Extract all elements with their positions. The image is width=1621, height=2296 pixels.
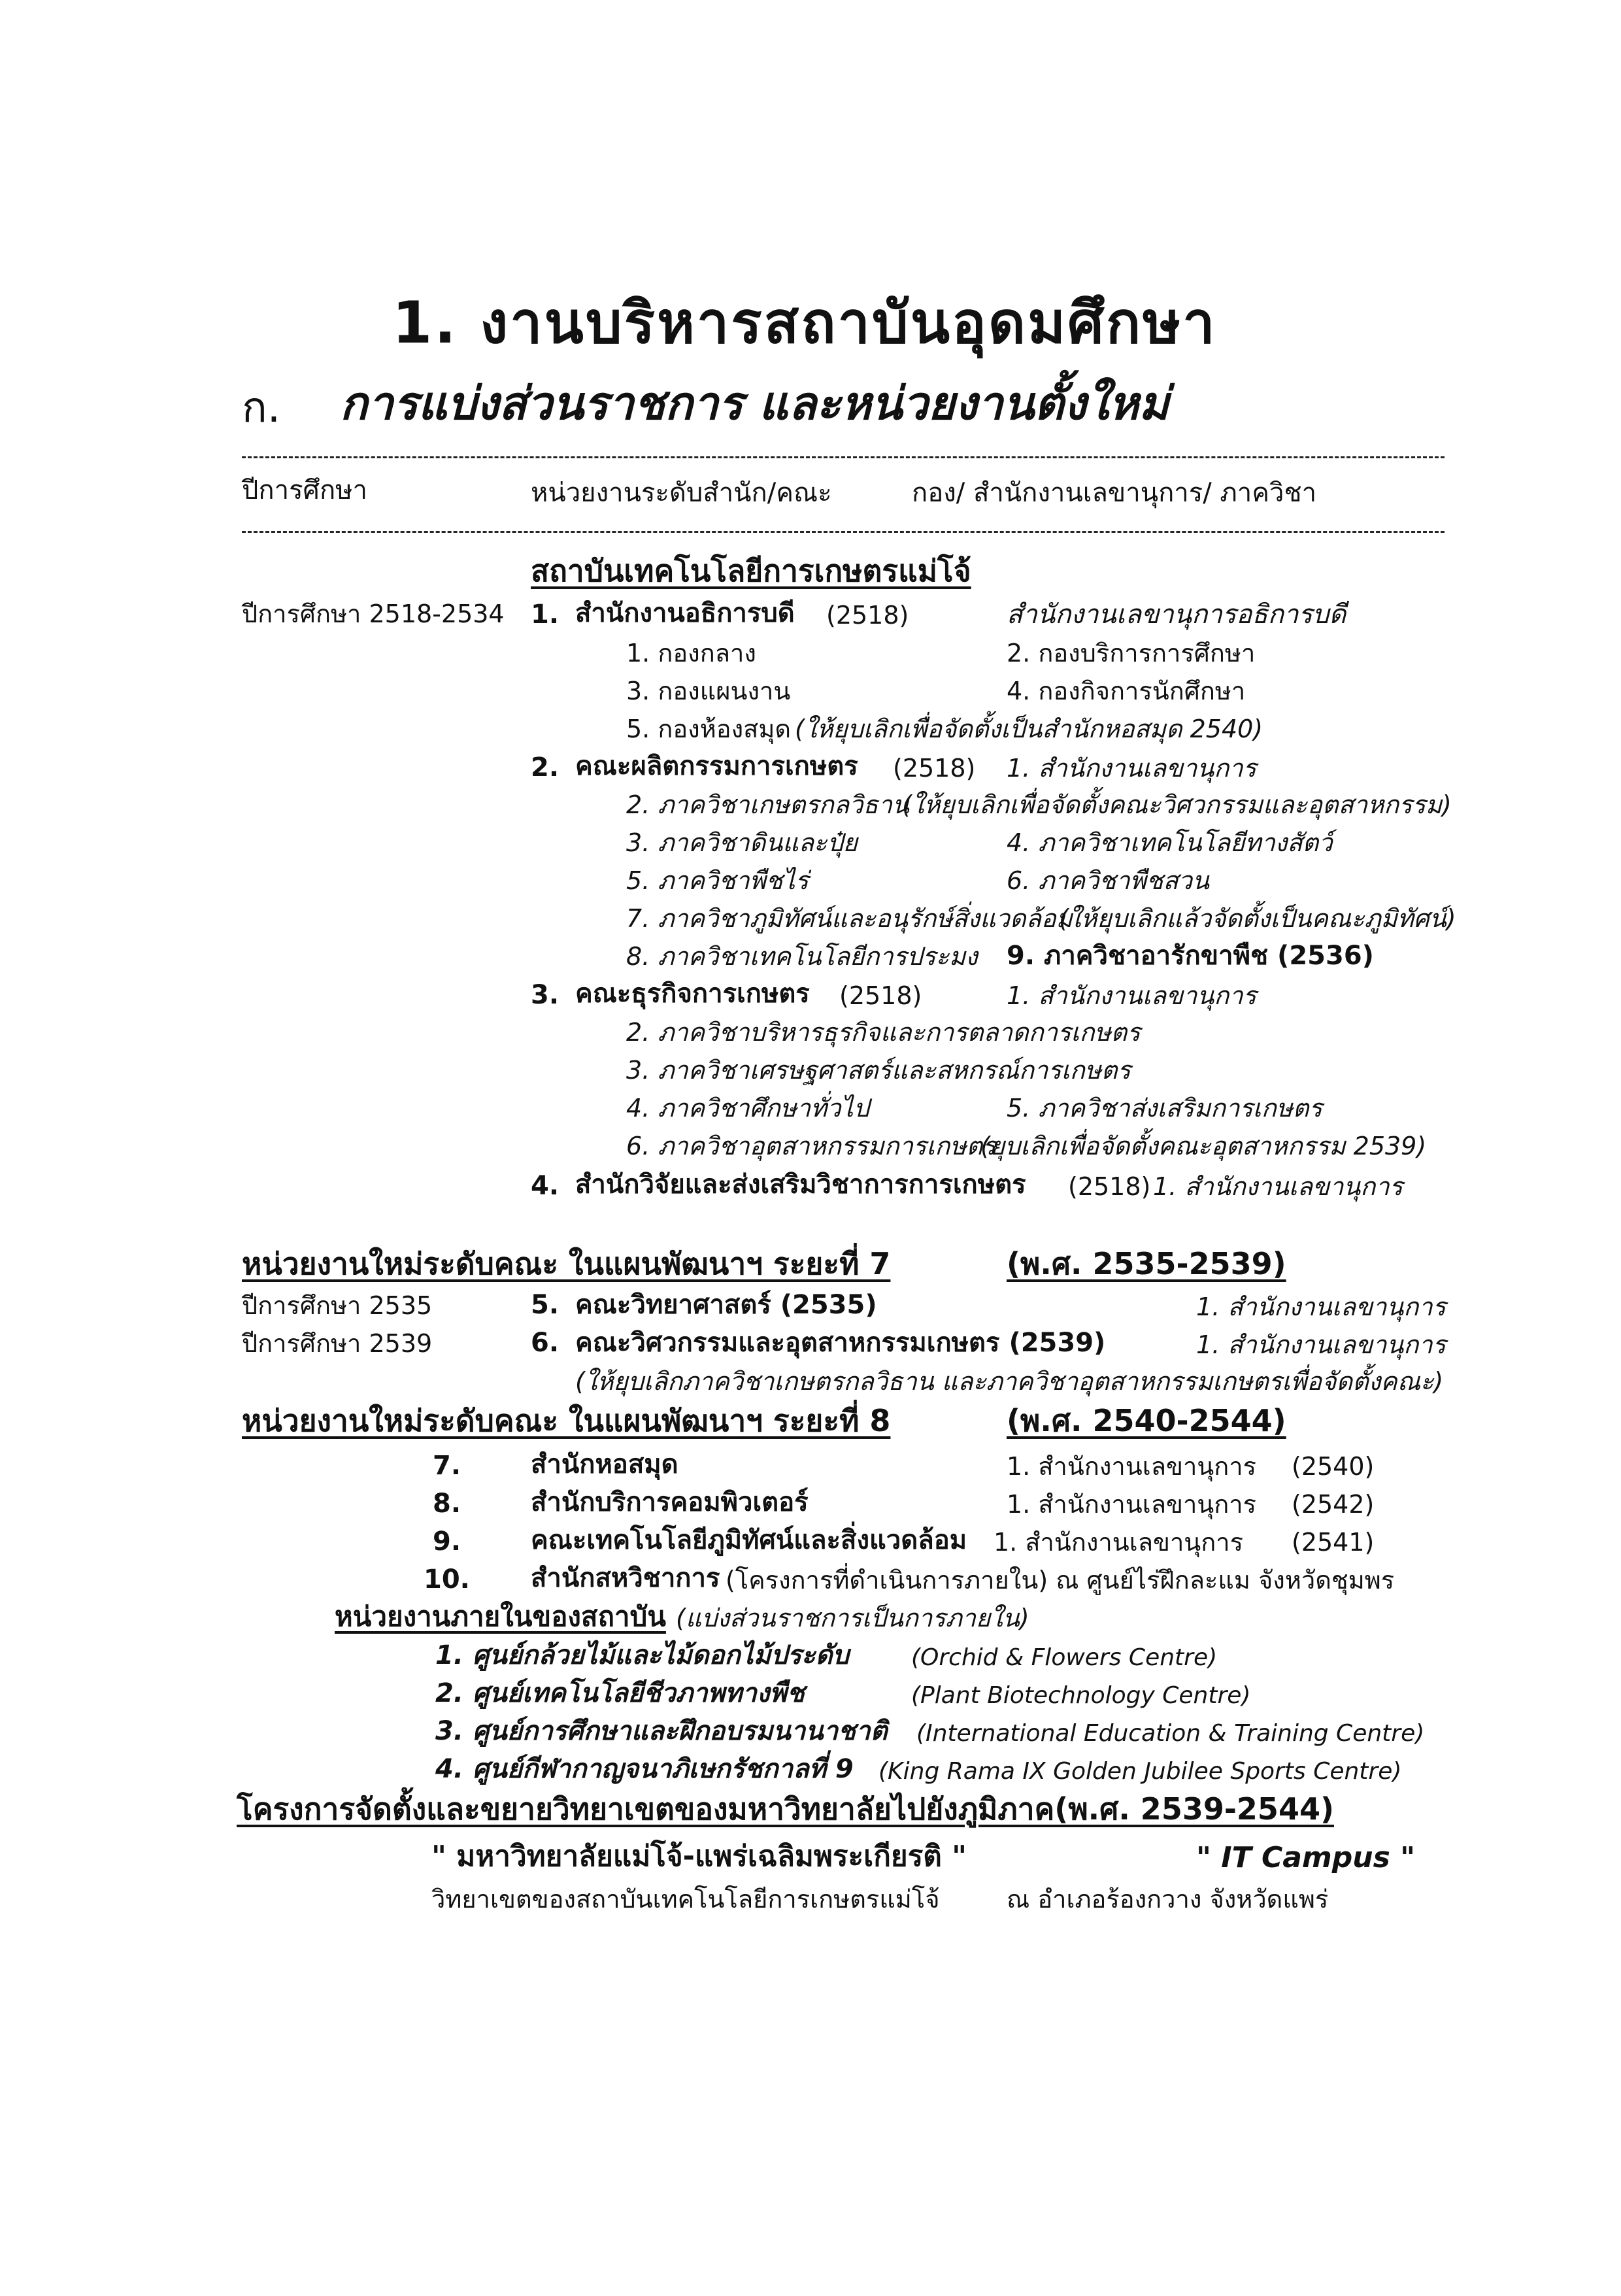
plan8-row-year: (2541) [1292, 1528, 1375, 1557]
plan8-row-year: (2540) [1292, 1452, 1375, 1481]
internal-heading-note: (แบ่งส่วนราชการเป็นการภายใน) [676, 1604, 1029, 1632]
plan8-row-office: 1. สำนักงานเลขานุการ [1007, 1452, 1257, 1481]
plan8-row-name: สำนักสหวิชาการ [531, 1563, 720, 1593]
unit2-department-note: (ให้ยุบเลิกแล้วจัดตั้งเป็นคณะภูมิทัศน์) [1059, 904, 1456, 933]
internal-heading: หน่วยงานภายในของสถาบัน [335, 1600, 666, 1632]
unit4-office: 1. สำนักงานเลขานุการ [1153, 1172, 1403, 1201]
plan8-row-number: 7. [433, 1451, 461, 1481]
unit1-name: สำนักงานอธิการบดี [575, 598, 795, 628]
unit2-department: 4. ภาควิชาเทคโนโลยีทางสัตว์ [1007, 828, 1333, 857]
plan8-row-note: (โครงการที่ดำเนินการภายใน) ณ ศูนย์ไร่ฝึกละแม จังหวัดชุมพร [726, 1566, 1395, 1595]
plan7-row-office: 1. สำนักงานเลขานุการ [1196, 1330, 1446, 1359]
divider-bottom [242, 531, 1445, 533]
unit1-year: (2518) [826, 601, 909, 630]
unit3-office: 1. สำนักงานเลขานุการ [1007, 981, 1257, 1010]
unit3-department: 2. ภาควิชาบริหารธุรกิจและการตลาดการเกษตร [626, 1018, 1141, 1047]
unit2-department: 5. ภาควิชาพืชไร่ [626, 866, 809, 895]
unit2-department: 3. ภาควิชาดินและปุ๋ย [626, 828, 858, 857]
plan7-row-office: 1. สำนักงานเลขานุการ [1196, 1292, 1446, 1321]
unit2-name: คณะผลิตกรรมการเกษตร [575, 751, 858, 781]
plan7-row-note: (ให้ยุบเลิกภาควิชาเกษตรกลวิธาน และภาควิชาอุตสาหกรรมเกษตรเพื่อจัดตั้งคณะ) [575, 1367, 1444, 1396]
page-title: 1. งานบริหารสถาบันอุดมศึกษา [392, 289, 1217, 356]
unit3-name: คณะธุรกิจการเกษตร [575, 979, 810, 1009]
plan8-heading: หน่วยงานใหม่ระดับคณะ ในแผนพัฒนาฯ ระยะที่ 8 [242, 1403, 891, 1438]
unit1-division: 2. กองบริการการศึกษา [1007, 639, 1256, 667]
internal-centre-name: 3. ศูนย์การศึกษาและฝึกอบรมนานาชาติ [435, 1716, 888, 1746]
unit3-year: (2518) [839, 981, 922, 1010]
unit1-division: 3. กองแผนงาน [626, 677, 791, 705]
unit3-department: 5. ภาควิชาส่งเสริมการเกษตร [1007, 1094, 1322, 1123]
unit4-number: 4. [531, 1171, 560, 1201]
unit1-division: 4. กองกิจการนักศึกษา [1007, 677, 1246, 705]
unit2-department: 6. ภาควิชาพืชสวน [1007, 866, 1209, 895]
unit3-department-note: (ยุบเลิกเพื่อจัดตั้งคณะอุตสาหกรรม 2539) [980, 1132, 1427, 1160]
unit2-department: 9. ภาควิชาอารักขาพืช (2536) [1007, 941, 1374, 971]
plan8-period: (พ.ศ. 2540-2544) [1007, 1403, 1286, 1438]
unit2-department: 2. ภาควิชาเกษตรกลวิธาน [626, 790, 909, 819]
plan8-row-number: 8. [433, 1489, 461, 1519]
plan8-row-office: 1. สำนักงานเลขานุการ [994, 1528, 1244, 1557]
internal-centre-english: (King Rama IX Golden Jubilee Sports Centre) [878, 1758, 1402, 1785]
plan8-row-name: สำนักบริการคอมพิวเตอร์ [531, 1487, 809, 1517]
unit1-division-note: (ให้ยุบเลิกเพื่อจัดตั้งเป็นสำนักหอสมุด 2540) [795, 715, 1263, 743]
unit4-name: สำนักวิจัยและส่งเสริมวิชาการการเกษตร [575, 1170, 1026, 1200]
plan7-row-year: ปีการศึกษา 2539 [242, 1329, 433, 1358]
institute-name: สถาบันเทคโนโลยีการเกษตรแม่โจ้ [531, 553, 971, 588]
internal-centre-name: 1. ศูนย์กล้วยไม้และไม้ดอกไม้ประดับ [435, 1640, 849, 1670]
plan7-row-year: ปีการศึกษา 2535 [242, 1291, 433, 1320]
campus-name: " มหาวิทยาลัยแม่โจ้-แพร่เฉลิมพระเกียรติ " [431, 1840, 967, 1873]
unit3-department: 3. ภาควิชาเศรษฐศาสตร์และสหกรณ์การเกษตร [626, 1056, 1131, 1085]
plan7-row-name: คณะวิศวกรรมและอุตสาหกรรมเกษตร (2539) [575, 1328, 1106, 1358]
internal-centre-name: 4. ศูนย์กีฬากาญจนาภิเษกรัชกาลที่ 9 [435, 1754, 854, 1784]
unit1-division: 5. กองห้องสมุด [626, 715, 792, 743]
divider-top [242, 456, 1445, 458]
internal-centre-name: 2. ศูนย์เทคโนโลยีชีวภาพทางพืช [435, 1678, 805, 1708]
plan7-period: (พ.ศ. 2535-2539) [1007, 1246, 1286, 1281]
year-range: ปีการศึกษา 2518-2534 [242, 599, 505, 628]
plan8-row-year: (2542) [1292, 1490, 1375, 1519]
plan7-row-number: 5. [531, 1290, 560, 1320]
unit1-office: สำนักงานเลขานุการอธิการบดี [1007, 599, 1346, 630]
plan8-row-number: 10. [424, 1564, 470, 1595]
unit4-year: (2518) [1068, 1172, 1151, 1201]
plan8-row-name: สำนักหอสมุด [531, 1449, 678, 1479]
unit2-department: 8. ภาควิชาเทคโนโลยีการประมง [626, 942, 978, 971]
internal-centre-english: (Plant Biotechnology Centre) [911, 1682, 1251, 1709]
campus-it-label: " IT Campus " [1196, 1841, 1416, 1874]
header-col-division: กอง/ สำนักงานเลขานุการ/ ภาควิชา [912, 478, 1317, 508]
plan8-row-office: 1. สำนักงานเลขานุการ [1007, 1490, 1257, 1519]
campus-heading: โครงการจัดตั้งและขยายวิทยาเขตของมหาวิทยาลัยไปยังภูมิภาค(พ.ศ. 2539-2544) [237, 1791, 1334, 1827]
plan8-row-name: คณะเทคโนโลยีภูมิทัศน์และสิ่งแวดล้อม [531, 1525, 967, 1555]
header-col-unit: หน่วยงานระดับสำนัก/คณะ [531, 478, 832, 508]
header-col-year: ปีการศึกษา [242, 475, 367, 505]
unit3-number: 3. [531, 980, 560, 1010]
unit3-department: 4. ภาควิชาศึกษาทั่วไป [626, 1094, 869, 1123]
plan7-row-name: คณะวิทยาศาสตร์ (2535) [575, 1290, 877, 1320]
unit2-number: 2. [531, 752, 560, 783]
unit2-department: 7. ภาควิชาภูมิทัศน์และอนุรักษ์สิ่งแวดล้อม [626, 904, 1073, 933]
unit2-department-note: (ให้ยุบเลิกเพื่อจัดตั้งคณะวิศวกรรมและอุตสาหกรรม) [902, 790, 1452, 819]
page-subtitle: การแบ่งส่วนราชการ และหน่วยงานตั้งใหม่ [340, 377, 1169, 430]
campus-description: วิทยาเขตของสถาบันเทคโนโลยีการเกษตรแม่โจ้ [431, 1885, 940, 1914]
unit2-office: 1. สำนักงานเลขานุการ [1007, 754, 1257, 783]
subtitle-prefix: ก. [242, 384, 281, 432]
unit2-year: (2518) [893, 754, 976, 783]
unit1-number: 1. [531, 599, 560, 630]
internal-centre-english: (Orchid & Flowers Centre) [911, 1644, 1218, 1671]
plan8-row-number: 9. [433, 1527, 461, 1557]
plan7-row-number: 6. [531, 1328, 560, 1358]
unit1-division: 1. กองกลาง [626, 639, 756, 667]
campus-location: ณ อำเภอร้องกวาง จังหวัดแพร่ [1007, 1885, 1329, 1914]
plan7-heading: หน่วยงานใหม่ระดับคณะ ในแผนพัฒนาฯ ระยะที่ 7 [242, 1246, 891, 1281]
unit3-department: 6. ภาควิชาอุตสาหกรรมการเกษตร [626, 1132, 996, 1160]
internal-centre-english: (International Education & Training Centre) [916, 1720, 1425, 1747]
